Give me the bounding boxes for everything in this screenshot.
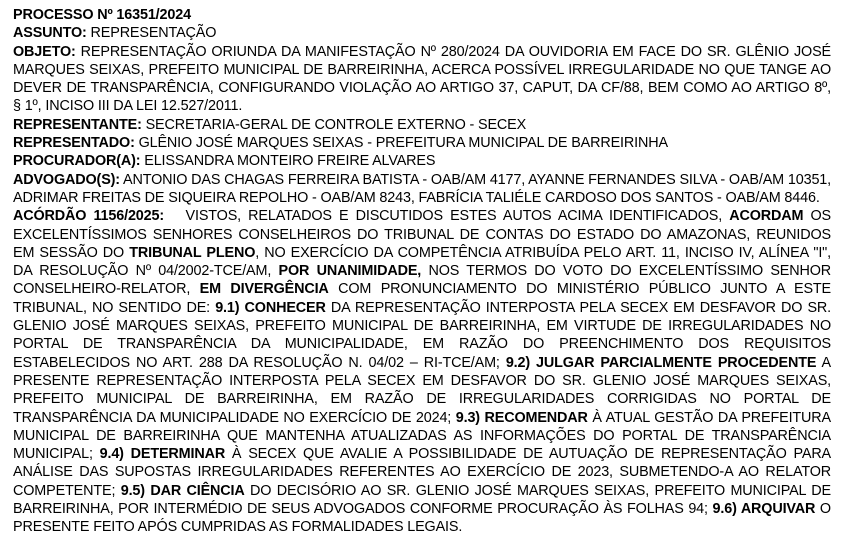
procurador-label: PROCURADOR(A): [13,153,141,170]
acordao-text: À ATUAL GESTÃO DA PREFEITURA MUNICIPAL DE BARREIRINHA QUE MANTENHA ATUALIZADAS AS INFORMAÇÕES DO PORTAL DE TRANSPARÊNCIA MUNICIPAL; [13,409,831,463]
object-value: REPRESENTAÇÃO ORIUNDA DA MANIFESTAÇÃO Nº 280/2024 DA OUVIDORIA EM FACE DO SR. GLÊNIO JOSÉ MARQUES SEIXAS, PREFEITO MUNICIPAL DE BARREIRINHA, ACERCA POSSÍVEL IRREGULARIDADE NO QUE TANGE AO DEVER DE TRANSPARÊNCIA, CONFIGURANDO VIOLAÇÃO AO ARTIGO 37, CAPUT, DA CF/88, BEM COMO AO ARTIGO 8º, § 1º, INCISO III DA LEI 12.527/2011. [13,43,831,115]
procurador-line [13,152,831,170]
acordao-bold: TRIBUNAL PLENO [129,244,256,261]
acordao-text: DO DECISÓRIO AO SR. GLENIO JOSÉ MARQUES SEIXAS, PREFEITO MUNICIPAL DE BARREIRINHA, POR INTERMÉDIO DE SEUS ADVOGADOS CONFORME PROCURAÇÃO ÀS FOLHAS 94; [13,482,831,518]
advogados-value: ANTONIO DAS CHAGAS FERREIRA BATISTA - OAB/AM 4177, AYANNE FERNANDES SILVA - OAB/AM 10351, ADRIMAR FREITAS DE SIQUEIRA REPOLHO - OAB/AM 8243, FABRÍCIA TALIÉLE CARDOSO DOS SANTOS - OAB/AM 8446. [13,171,831,206]
acordao-text: O PRESENTE FEITO APÓS CUMPRIDAS AS FORMALIDADES LEGAIS. [13,501,831,536]
advogados-paragraph [13,171,831,208]
acordao-text: , NO EXERCÍCIO DA COMPETÊNCIA ATRIBUÍDA PELO ART. 11, INCISO IV, ALÍNEA "I", DA RESOLUÇÃO Nº 04/2002-TCE/AM, [13,244,831,280]
acordao-bold: EM DIVERGÊNCIA [199,281,329,298]
representante-label: REPRESENTANTE: [13,116,142,133]
representado-line [13,134,831,152]
acordao-text: COM PRONUNCIAMENTO DO MINISTÉRIO PÚBLICO JUNTO A ESTE TRIBUNAL, NO SENTIDO DE: [13,281,831,316]
item-9-5-dar-ciencia: 9.5) DAR CIÊNCIA [120,482,245,499]
item-9-1-conhecer: 9.1) CONHECER [215,299,326,316]
item-9-2-julgar: 9.2) JULGAR PARCIALMENTE PROCEDENTE [505,354,817,371]
acordao-text: NOS TERMOS DO VOTO DO EXCELENTÍSSIMO SENHOR CONSELHEIRO-RELATOR, [13,263,831,298]
acordao-label: ACÓRDÃO 1156/2025: [13,208,164,225]
representante-value: SECRETARIA-GERAL DE CONTROLE EXTERNO - SECEX [141,116,527,133]
object-label: OBJETO: [13,43,76,60]
acordao-paragraph [13,207,831,536]
acordao-text: DA REPRESENTAÇÃO INTERPOSTA PELA SECEX EM DESFAVOR DO SR. GLENIO JOSÉ MARQUES SEIXAS, PREFEITO MUNICIPAL DE BARREIRINHA, EM VIRTUDE DE IRREGULARIDADES NO PORTAL DE TRANSPARÊNCIA DA MUNICIPALIDADE, EM RAZÃO DO PREENCHIMENTO DOS REQUISITOS ESTABELECIDOS NO ART. 288 DA RESOLUÇÃO N. 04/02 – RI-TCE/AM; [13,299,831,371]
representado-label: REPRESENTADO: [13,135,135,152]
item-9-4-determinar: 9.4) DETERMINAR [99,446,226,463]
acordao-bold: ACORDAM [729,208,804,225]
advogados-label: ADVOGADO(S): [13,171,120,188]
acordao-text: A PRESENTE REPRESENTAÇÃO INTERPOSTA PELA SECEX EM DESFAVOR DO SR. GLENIO JOSÉ MARQUES SEIXAS, PREFEITO MUNICIPAL DE BARREIRINHA, EM RAZÃO DE IRREGULARIDADES CORRIGIDAS NO PORTAL DE TRANSPARÊNCIA DA MUNICIPALIDADE NO EXERCÍCIO DE 2024; [13,354,831,426]
item-9-6-arquivar: 9.6) ARQUIVAR [712,501,816,518]
subject-line [13,24,831,42]
representante-line [13,116,831,134]
item-9-3-recomendar: 9.3) RECOMENDAR [455,409,588,426]
process-number: PROCESSO Nº 16351/2024 [13,7,191,23]
acordao-text: VISTOS, RELATADOS E DISCUTIDOS ESTES AUTOS ACIMA IDENTIFICADOS, [164,208,730,225]
subject-label: ASSUNTO: [13,25,87,42]
acordao-bold: POR UNANIMIDADE, [278,263,422,280]
procurador-value: ELISSANDRA MONTEIRO FREIRE ALVARES [140,153,436,170]
acordao-text: À SECEX QUE AVALIE A POSSIBILIDADE DE AUTUAÇÃO DE REPRESENTAÇÃO PARA ANÁLISE DAS SUPOSTAS IRREGULARIDADES REFERENTES AO EXERCÍCIO DE 2023, SUBMETENDO-A AO RELATOR COMPETENTE; [13,446,832,499]
subject-value: REPRESENTAÇÃO [86,25,217,42]
representado-value: GLÊNIO JOSÉ MARQUES SEIXAS - PREFEITURA MUNICIPAL DE BARREIRINHA [134,135,668,152]
object-paragraph [13,43,831,116]
acordao-text: OS EXCELENTÍSSIMOS SENHORES CONSELHEIROS DO TRIBUNAL DE CONTAS DO ESTADO DO AMAZONAS, REUNIDOS EM SESSÃO DO [13,208,832,261]
